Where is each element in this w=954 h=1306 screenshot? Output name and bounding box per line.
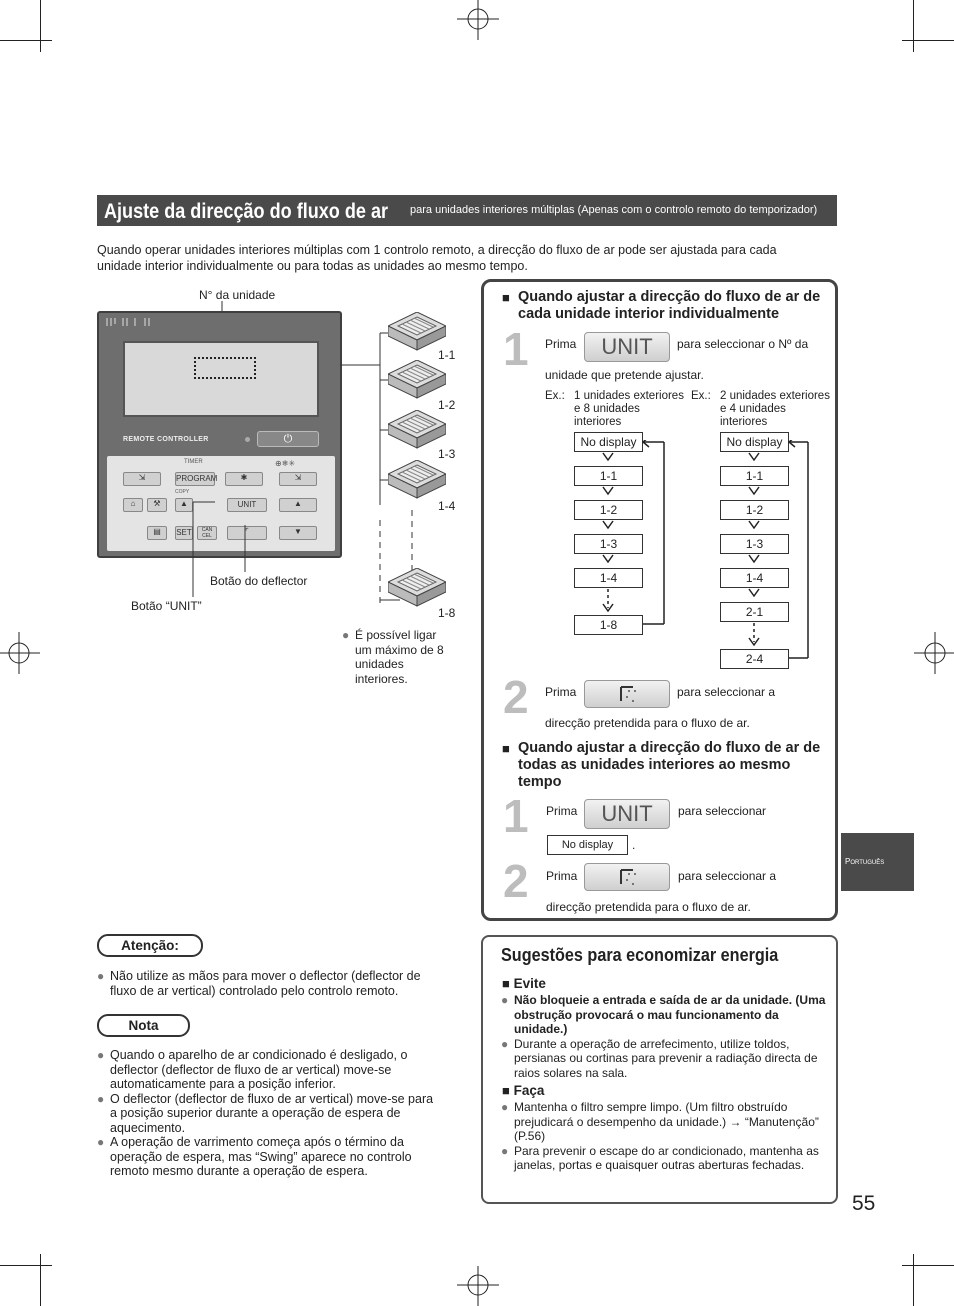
page-number: 55 [852, 1192, 876, 1215]
max-units-note: ● É possível ligar um máximo de 8 unidades interiores. [342, 628, 452, 686]
crop-mark [40, 1254, 41, 1306]
filter-button[interactable]: ▤ [147, 526, 167, 540]
registration-mark [457, 0, 499, 40]
page-subtitle: para unidades interiores múltiplas (Apenas com o controlo remoto do temporizador) [410, 204, 818, 216]
sequence-box: 1-1 [720, 466, 789, 486]
sequence-box: 1-8 [574, 615, 643, 635]
swing-button[interactable]: ⇲ [279, 472, 317, 486]
fan-speed-button[interactable]: ✱ [225, 472, 263, 486]
program-button[interactable]: PROGRAM [175, 472, 215, 486]
deflector-button-image [584, 680, 670, 708]
button-leader-lines [185, 497, 255, 607]
step-number: 1 [503, 323, 529, 375]
step-text: Prima [545, 685, 577, 699]
sequence-box: 1-3 [720, 534, 789, 554]
deflector-icon [617, 866, 647, 888]
sequence-box: No display [574, 432, 643, 452]
unit-number-label: N° da unidade [199, 288, 276, 302]
indoor-unit-label: 1-8 [438, 606, 456, 620]
example-label: Ex.: [691, 390, 711, 402]
step-text: direcção pretendida para o fluxo de ar. [546, 900, 751, 914]
remote-lcd-screen [123, 341, 319, 417]
crop-mark [902, 1265, 954, 1266]
faca-item: ● Para prevenir o escape do ar condicionado, mantenha as janelas, portas e quaisquer outras aberturas fechadas. [501, 1144, 826, 1173]
language-tab-label: Português [845, 857, 885, 866]
nota-label: Nota [97, 1014, 190, 1037]
evite-heading: ■ Evite [502, 976, 546, 991]
mode-icons: ⊕❄✳ [275, 459, 296, 468]
indoor-unit-label: 1-1 [438, 348, 456, 362]
example-2-description: 2 unidades exteriores e 4 unidades interiores [720, 390, 830, 428]
step-text: Prima [545, 337, 577, 351]
step-number: 2 [503, 855, 529, 907]
sequence-box: 1-4 [574, 568, 643, 588]
mode-button[interactable]: ⇲ [123, 472, 161, 486]
energy-title: Sugestões para economizar energia [501, 945, 779, 965]
indoor-unit-label: 1-3 [438, 447, 456, 461]
sequence-box: 1-4 [720, 568, 789, 588]
deflector-button-image [584, 863, 670, 891]
step-text: para seleccionar a [677, 685, 776, 699]
nota-list [97, 1048, 442, 1179]
step-number: 2 [503, 671, 529, 723]
step-text: Prima [546, 869, 578, 883]
set-button[interactable]: SET [175, 526, 193, 540]
led-indicator [245, 437, 250, 442]
unit-button-image: UNIT [584, 332, 670, 362]
sequence-box: 1-3 [574, 534, 643, 554]
copy-label: COPY [175, 489, 190, 495]
indoor-unit-label: 1-2 [438, 398, 456, 412]
exit-button[interactable]: ⌂ [123, 498, 143, 512]
nota-item: ● O deflector (deflector de fluxo de ar vertical) move-se para a posição superior durante a operação de espera de aquecimento. [97, 1092, 442, 1136]
attention-label: Atenção: [97, 934, 203, 957]
step-text: Prima [546, 804, 578, 818]
sequence-box: 1-1 [574, 466, 643, 486]
crop-mark [40, 0, 41, 52]
temp-up-button[interactable]: ▲ [279, 498, 317, 512]
step-text: para seleccionar [678, 804, 767, 818]
crop-mark [913, 1254, 914, 1306]
deflector-button-label: Botão do deflector [210, 574, 308, 588]
sequence-box: 1-2 [574, 500, 643, 520]
indoor-unit-icon [388, 360, 446, 400]
indoor-unit-icon [388, 410, 446, 450]
sequence-2-arrows [742, 440, 822, 670]
step-text: direcção pretendida para o fluxo de ar. [545, 716, 750, 730]
sequence-box: 2-4 [720, 649, 789, 669]
crop-mark [913, 0, 914, 52]
deflector-icon [617, 683, 647, 705]
nota-item: ● Quando o aparelho de ar condicionado é desligado, o deflector (deflector de fluxo de ar vertical) move-se automaticamente para a posição inferior. [97, 1048, 442, 1092]
sequence-box: No display [720, 432, 789, 452]
intro-text: Quando operar unidades interiores múltiplas com 1 controlo remoto, a direcção do fluxo de ar pode ser ajustada para cada unidade interior individualmente ou para todas as unidades ao mesmo tempo. [97, 243, 777, 273]
example-label: Ex.: [545, 390, 565, 402]
example-1-description: 1 unidades exteriores e 8 unidades interiores [574, 390, 684, 428]
attention-list [97, 969, 442, 998]
registration-mark [457, 1266, 499, 1306]
indoor-unit-icon [388, 568, 446, 608]
remote-top-markings [105, 316, 165, 328]
indoor-unit-icon [388, 460, 446, 500]
individual-heading: ■ Quando ajustar a direcção do fluxo de ar de cada unidade interior individualmente [502, 289, 821, 322]
sequence-box: 1-2 [720, 500, 789, 520]
step-text: para seleccionar a [678, 869, 777, 883]
remote-controller-label: REMOTE CONTROLLER [123, 436, 209, 443]
attention-item: ● Não utilize as mãos para mover o deflector (deflector de fluxo de ar vertical) controlado pelo controlo remoto. [97, 969, 442, 998]
indoor-unit-label: 1-4 [438, 499, 456, 513]
faca-list [501, 1100, 826, 1173]
step-number: 1 [503, 790, 529, 842]
evite-item: ● Não bloqueie a entrada e saída de ar da unidade. (Uma obstrução provocará o mau funcionamento da unidade.) [501, 993, 826, 1037]
step-text: para seleccionar o Nº da [677, 337, 809, 351]
evite-item: ● Durante a operação de arrefecimento, utilize toldos, persianas ou cortinas para prevenir a radiação directa de raios solares na sala. [501, 1037, 826, 1081]
nota-item: ● A operação de varrimento começa após o término da operação de espera, mas “Swing” aparece no controlo remoto mesmo durante a operação de espera. [97, 1135, 442, 1179]
sequence-1-arrows [596, 440, 676, 640]
unit-button[interactable]: UNIT [227, 498, 267, 512]
evite-list [501, 993, 826, 1080]
language-tab [841, 833, 914, 891]
sequence-box: 2-1 [720, 602, 789, 622]
power-button[interactable]: ⏻ [257, 431, 319, 447]
faca-heading: ■ Faça [502, 1083, 545, 1098]
crop-mark [902, 40, 954, 41]
unit-number-display-area [194, 357, 256, 379]
no-display-box: No display [547, 835, 628, 855]
timer-label: TIMER [184, 459, 203, 465]
registration-mark [914, 632, 954, 674]
indoor-unit-icon [388, 312, 446, 352]
step-text: unidade que pretende ajustar. [545, 368, 704, 382]
unit-button-label: Botão “UNIT” [131, 599, 202, 613]
all-units-heading: ■ Quando ajustar a direcção do fluxo de ar de todas as unidades interiores ao mesmo tempo [502, 740, 821, 790]
crop-mark [0, 1265, 52, 1266]
crop-mark [0, 40, 52, 41]
temp-down-button[interactable]: ▼ [279, 526, 317, 540]
section-title-bar [97, 195, 837, 226]
timer-up-button[interactable]: ▲ [175, 498, 193, 512]
page-title: Ajuste da direcção do fluxo de ar [104, 200, 389, 223]
registration-mark [0, 632, 40, 674]
deflector-button[interactable]: ⌜ [227, 526, 267, 540]
wrench-button[interactable]: ⚒ [147, 498, 167, 512]
unit-button-image: UNIT [584, 799, 670, 829]
cancel-button[interactable]: CAN CEL [197, 526, 217, 540]
faca-item: ● Mantenha o filtro sempre limpo. (Um filtro obstruído prejudicará o desempenho da unidade.) → “Manutenção” (P.56) [501, 1100, 826, 1144]
period: . [632, 838, 636, 852]
